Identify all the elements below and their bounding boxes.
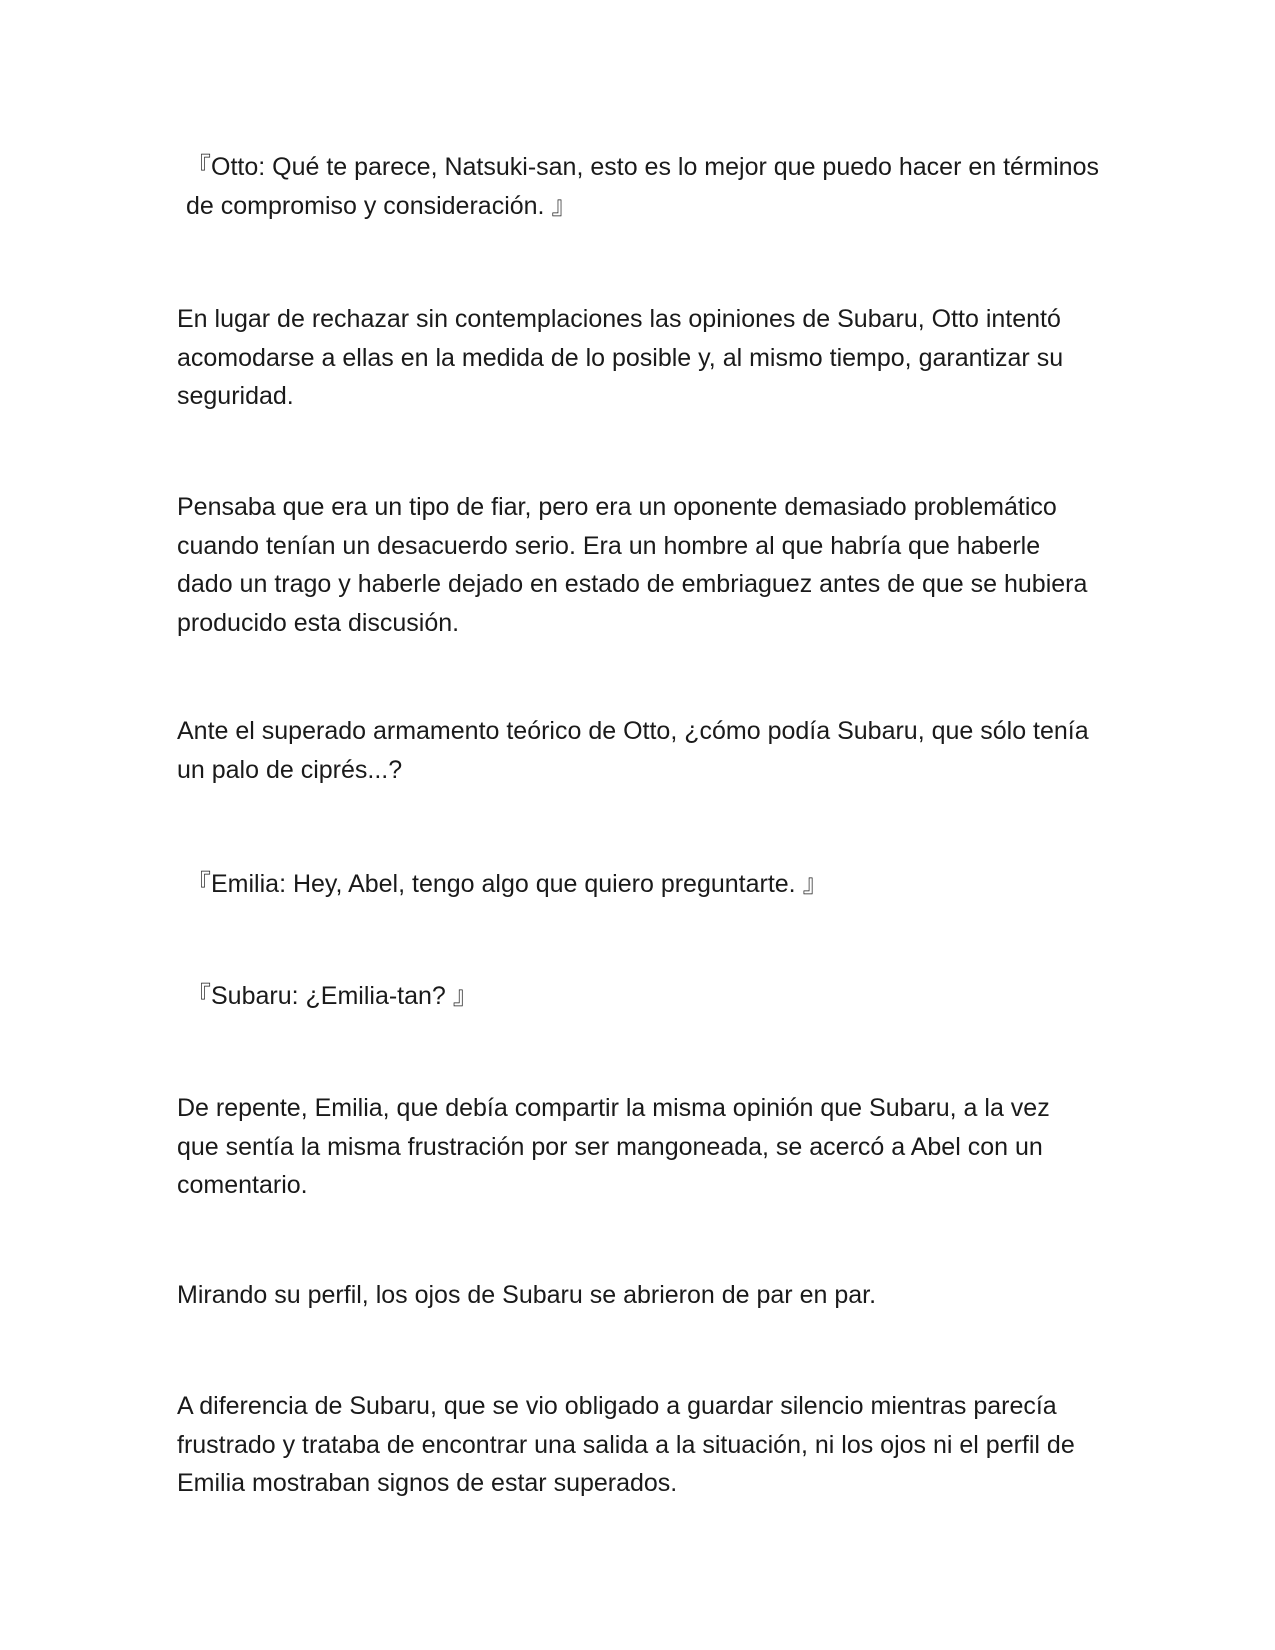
dialogue-subaru: 『Subaru: ¿Emilia-tan? 』 (186, 982, 478, 1010)
narration-paragraph: De repente, Emilia, que debía compartir la misma opinión que Subaru, a la vez que sentía la misma frustración por ser mangoneada, se acercó a Abel con un comentario. (177, 1094, 1050, 1199)
dialogue-emilia: 『Emilia: Hey, Abel, tengo algo que quiero preguntarte. 』 (186, 870, 828, 898)
narration-paragraph: En lugar de rechazar sin contemplaciones las opiniones de Subaru, Otto intentó acomodarse a ellas en la medida de lo posible y, al mismo tiempo, garantizar su seguridad. (177, 305, 1064, 410)
dialogue-otto: 『Otto: Qué te parece, Natsuki-san, esto es lo mejor que puedo hacer en términos de compromiso y consideración. 』 (186, 153, 1099, 220)
narration-paragraph: A diferencia de Subaru, que se vio obligado a guardar silencio mientras parecía frustrado y trataba de encontrar una salida a la situación, ni los ojos ni el perfil de Emilia mostraban signos de estar superados. (177, 1392, 1075, 1497)
narration-paragraph: Pensaba que era un tipo de fiar, pero era un oponente demasiado problemático cuando tenían un desacuerdo serio. Era un hombre al que habría que haberle dado un trago y haberle dejado en estado de embriaguez antes de que se hubiera producido esta discusión. (177, 493, 1088, 637)
narration-paragraph: Ante el superado armamento teórico de Otto, ¿cómo podía Subaru, que sólo tenía un palo de ciprés...? (177, 717, 1089, 784)
narration-paragraph: Mirando su perfil, los ojos de Subaru se abrieron de par en par. (177, 1281, 877, 1309)
